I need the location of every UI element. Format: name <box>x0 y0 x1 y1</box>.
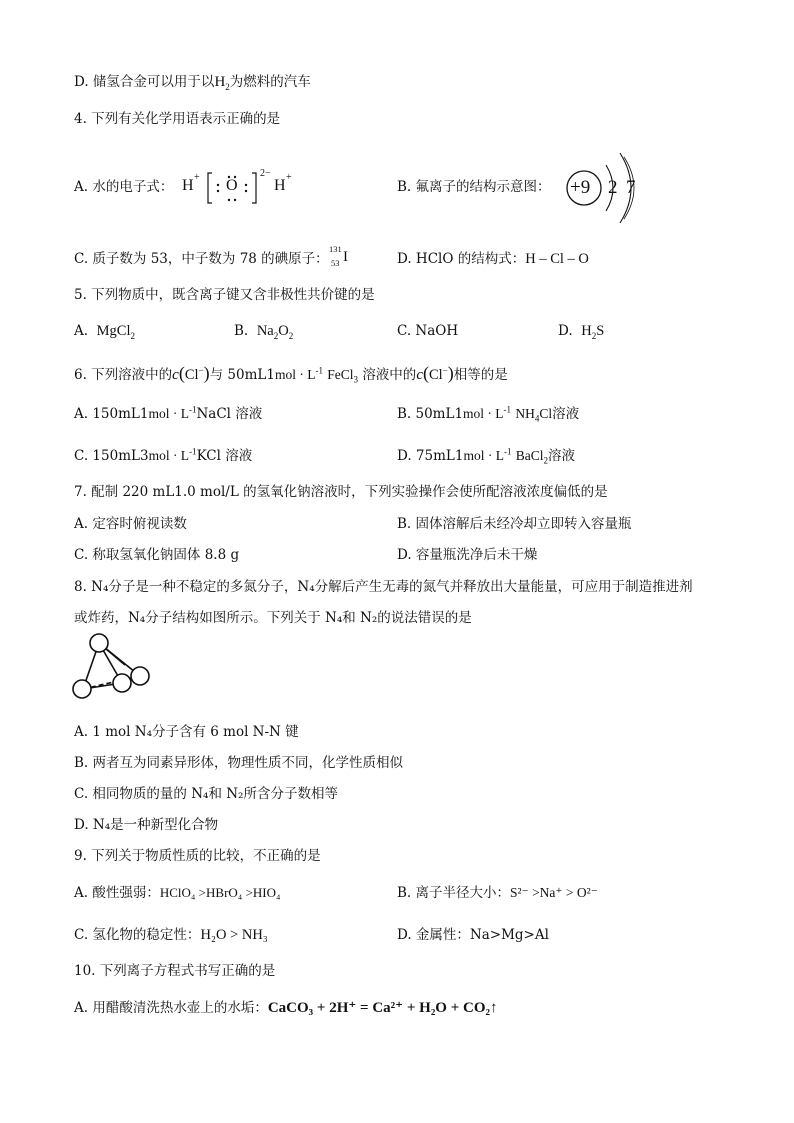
q7-option-d: D. 容量瓶洗净后未干燥 <box>397 547 538 563</box>
q9-option-d: D. 金属性：Na>Mg>Al <box>397 927 549 943</box>
q3-option-d: D. 储氢合金可以用于以$H_2$为燃料的汽车 <box>74 74 311 92</box>
q6-option-a: A. $150mL1mol \cdot L^{-1}NaCl$ 溶液 <box>74 404 263 422</box>
q5-option-c: C. NaOH <box>397 323 459 339</box>
q4-option-d: D. HClO 的结构式：H – Cl – O <box>397 251 589 267</box>
q6-option-b: B. $50mL1mol \cdot L^{-1}$ $NH_4Cl$溶液 <box>397 404 580 424</box>
q9-option-b: B. 离子半径大小：S²⁻ >Na⁺ > O²⁻ <box>397 885 598 901</box>
q7-stem: 7. 配制 220 mL1.0 mol/L 的氢氧化钠溶液时，下列实验操作会使所配溶液浓度偏低的是 <box>74 484 608 500</box>
q9-option-a: A. 酸性强弱：HClO₄ >HBrO₄ >HIO₄ <box>74 885 281 901</box>
q4-stem: 4. 下列有关化学用语表示正确的是 <box>74 111 281 127</box>
n4-atom <box>131 667 149 685</box>
q8-stem-line2: 或炸药，N₄分子结构如图所示。下列关于 N₄和 N₂的说法错误的是 <box>74 610 472 626</box>
q5-option-d: D. $H_2S$ <box>558 323 605 341</box>
q4-option-a: A. 水的电子式： <box>74 179 174 195</box>
q8-option-a: A. 1 mol N₄分子含有 6 mol N-N 键 <box>74 724 299 740</box>
q4-option-b: B. 氟离子的结构示意图： <box>397 179 551 195</box>
q5-option-a: A. MgCl$_2$ <box>74 323 135 341</box>
q8-option-d: D. N₄是一种新型化合物 <box>74 817 219 833</box>
q8-option-c: C. 相同物质的量的 N₄和 N₂所含分子数相等 <box>74 786 338 802</box>
n4-atom <box>113 674 131 692</box>
q9-option-c: C. 氢化物的稳定性：H₂O > NH₃ <box>74 927 268 943</box>
fluoride-ion-diagram: +9 2 7 <box>562 145 652 229</box>
q10-stem: 10. 下列离子方程式书写正确的是 <box>74 963 276 979</box>
n4-atom <box>90 634 108 652</box>
q8-option-b: B. 两者互为同素异形体，物理性质不同，化学性质相似 <box>74 755 404 771</box>
q6-stem: 6. 下列溶液中的c(Cl−)与 $50mL1mol \cdot L^{-1}$ FeCl$_3$ 溶液中的c(Cl−)相等的是 <box>74 363 508 385</box>
q6-option-d: D. $75mL1mol \cdot L^{-1}$ BaCl$_2$溶液 <box>397 446 576 466</box>
q7-option-c: C. 称取氢氧化钠固体 8.8 g <box>74 547 240 563</box>
q4-option-c: C. 质子数为 53，中子数为 78 的碘原子： <box>74 251 329 267</box>
q5-stem: 5. 下列物质中，既含离子键又含非极性共价键的是 <box>74 287 375 303</box>
q10-option-a: A. 用醋酸清洗热水壶上的水垢：CaCO₃ + 2H⁺ = Ca²⁺ + H₂O + CO₂↑ <box>74 1000 498 1016</box>
water-electron-formula: H + O 2− H + <box>182 168 302 208</box>
q7-option-b: B. 固体溶解后未经冷却立即转入容量瓶 <box>397 516 632 532</box>
h2-formula: $H_2$ <box>214 74 230 92</box>
q8-stem-line1: 8. N₄分子是一种不稳定的多氮分子，N₄分解后产生无毒的氮气并释放出大量能量，可应用于制造推进剂 <box>74 579 693 595</box>
n4-molecule-diagram <box>70 632 156 702</box>
n4-atom <box>73 680 91 698</box>
q6-option-c: C. $150mL3mol \cdot L^{-1}KCl$ 溶液 <box>74 446 253 464</box>
iodine-nuclide: 131 53 I <box>329 244 348 268</box>
q5-option-b: B. $Na_2O_2$ <box>234 323 294 341</box>
q9-stem: 9. 下列关于物质性质的比较，不正确的是 <box>74 848 321 864</box>
q7-option-a: A. 定容时俯视读数 <box>74 516 187 532</box>
